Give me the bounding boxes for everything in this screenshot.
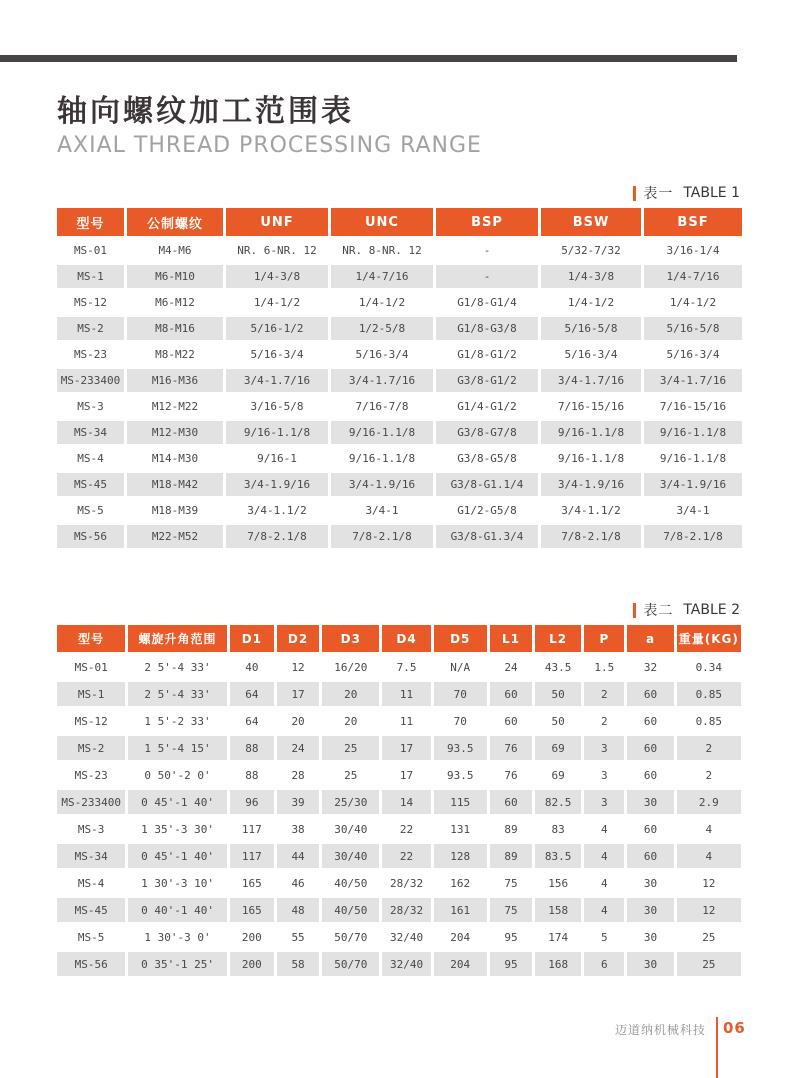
table-row: [57, 817, 741, 841]
table-cell: 4: [584, 817, 624, 841]
table-cell: 89: [490, 844, 532, 868]
table-cell: 82.5: [535, 790, 581, 814]
table-cell: 1/4-1/2: [226, 291, 328, 314]
table-cell: 1/4-1/2: [644, 291, 742, 314]
title-block: [57, 94, 482, 158]
table-cell: 28: [277, 763, 319, 787]
table-cell: 9/16-1.1/8: [331, 421, 433, 444]
dimensions-table: [54, 622, 744, 979]
table-cell: 60: [627, 844, 673, 868]
table-cell: 30: [627, 871, 673, 895]
table-cell: M16-M36: [127, 369, 223, 392]
table-cell: 64: [230, 682, 274, 706]
column-header: 螺旋升角范围: [128, 625, 226, 652]
table-cell: 24: [277, 736, 319, 760]
table-cell: 28/32: [382, 898, 430, 922]
table-row: [57, 317, 742, 340]
table-cell: 17: [382, 736, 430, 760]
table-cell: 93.5: [434, 736, 487, 760]
table-cell: 5/16-5/8: [644, 317, 742, 340]
table-cell: 5/16-3/4: [541, 343, 641, 366]
table-cell: 3/4-1.1/2: [541, 499, 641, 522]
table-row: [57, 395, 742, 418]
table-cell: 60: [627, 736, 673, 760]
table-cell: -: [436, 239, 538, 262]
table-cell: 0.34: [677, 655, 741, 679]
table-cell: 30: [627, 790, 673, 814]
table-cell: 22: [382, 817, 430, 841]
table-cell: MS-1: [57, 265, 124, 288]
table-cell: 12: [677, 871, 741, 895]
page-title: 轴向螺纹加工范围表: [57, 94, 354, 129]
table-cell: 1 5'-4 15': [128, 736, 226, 760]
table-cell: 2: [584, 709, 624, 733]
table-cell: 3: [584, 790, 624, 814]
column-header: a: [627, 625, 673, 652]
table-cell: 200: [230, 925, 274, 949]
table-cell: 50/70: [322, 925, 379, 949]
table-cell: 7/8-2.1/8: [644, 525, 742, 548]
table-cell: 165: [230, 871, 274, 895]
table-row: [57, 925, 741, 949]
table-cell: 204: [434, 952, 487, 976]
table-cell: MS-45: [57, 898, 125, 922]
accent-tick-icon: [633, 603, 636, 618]
table-row: [57, 473, 742, 496]
table-cell: MS-2: [57, 736, 125, 760]
table-cell: G3/8-G5/8: [436, 447, 538, 470]
table-row: [57, 655, 741, 679]
table-cell: 11: [382, 709, 430, 733]
table-cell: 11: [382, 682, 430, 706]
table-cell: G3/8-G1.1/4: [436, 473, 538, 496]
table-cell: 0 45'-1 40': [128, 844, 226, 868]
footer-page-number: 06: [723, 1019, 746, 1037]
table-cell: 9/16-1.1/8: [226, 421, 328, 444]
table-cell: 165: [230, 898, 274, 922]
table-cell: 1/4-3/8: [226, 265, 328, 288]
table-cell: 32/40: [382, 952, 430, 976]
table-cell: NR. 6-NR. 12: [226, 239, 328, 262]
table-cell: 14: [382, 790, 430, 814]
table-cell: 24: [490, 655, 532, 679]
table-cell: 4: [584, 898, 624, 922]
table-cell: MS-3: [57, 395, 124, 418]
table-cell: 131: [434, 817, 487, 841]
table-cell: 88: [230, 763, 274, 787]
table-cell: 39: [277, 790, 319, 814]
table-cell: 25: [322, 736, 379, 760]
table-cell: 9/16-1.1/8: [644, 421, 742, 444]
table-cell: 50/70: [322, 952, 379, 976]
table-cell: G3/8-G1.3/4: [436, 525, 538, 548]
table-cell: 158: [535, 898, 581, 922]
table-row: [57, 952, 741, 976]
table-cell: 117: [230, 817, 274, 841]
table-row: [57, 369, 742, 392]
table-cell: MS-233400: [57, 369, 124, 392]
table-cell: 5/32-7/32: [541, 239, 641, 262]
table-cell: 28/32: [382, 871, 430, 895]
table-cell: 20: [322, 682, 379, 706]
table-cell: 60: [627, 817, 673, 841]
table-cell: MS-56: [57, 525, 124, 548]
table-cell: MS-4: [57, 871, 125, 895]
table-cell: 17: [277, 682, 319, 706]
table-cell: 156: [535, 871, 581, 895]
column-header: D4: [382, 625, 430, 652]
table-row: [57, 291, 742, 314]
table-cell: 0 45'-1 40': [128, 790, 226, 814]
table-cell: 1/4-1/2: [541, 291, 641, 314]
table-cell: 1/2-5/8: [331, 317, 433, 340]
table-cell: 168: [535, 952, 581, 976]
table-cell: MS-5: [57, 499, 124, 522]
table-cell: 1 30'-3 0': [128, 925, 226, 949]
table-cell: 3/4-1: [644, 499, 742, 522]
table-cell: 16/20: [322, 655, 379, 679]
table-cell: 60: [490, 682, 532, 706]
table-cell: 9/16-1: [226, 447, 328, 470]
table-cell: MS-34: [57, 844, 125, 868]
table-cell: 25: [677, 925, 741, 949]
table-row: [57, 790, 741, 814]
table-cell: 40: [230, 655, 274, 679]
table-cell: 75: [490, 871, 532, 895]
table-cell: M6-M12: [127, 291, 223, 314]
header-row: [57, 625, 741, 652]
table-cell: 7/8-2.1/8: [331, 525, 433, 548]
table-row: [57, 239, 742, 262]
table-cell: G1/8-G1/4: [436, 291, 538, 314]
table-cell: 76: [490, 763, 532, 787]
table-cell: 55: [277, 925, 319, 949]
table-cell: 5/16-3/4: [644, 343, 742, 366]
table-cell: 83: [535, 817, 581, 841]
table-cell: 96: [230, 790, 274, 814]
table-cell: 1/4-1/2: [331, 291, 433, 314]
table-cell: 1 5'-2 33': [128, 709, 226, 733]
table-cell: 4: [677, 844, 741, 868]
dimensions-table-head: [57, 625, 741, 652]
table-row: [57, 421, 742, 444]
table-cell: 46: [277, 871, 319, 895]
table-cell: G3/8-G1/2: [436, 369, 538, 392]
table-cell: 128: [434, 844, 487, 868]
thread-range-table-head: [57, 208, 742, 236]
table-cell: 1/4-7/16: [331, 265, 433, 288]
table-cell: 20: [277, 709, 319, 733]
table-cell: 1 30'-3 10': [128, 871, 226, 895]
table-cell: 0.85: [677, 682, 741, 706]
table-row: [57, 499, 742, 522]
table-cell: 6: [584, 952, 624, 976]
table-cell: M18-M39: [127, 499, 223, 522]
table-cell: 9/16-1.1/8: [541, 447, 641, 470]
table-cell: 0 50'-2 0': [128, 763, 226, 787]
table-cell: 5: [584, 925, 624, 949]
table-cell: MS-5: [57, 925, 125, 949]
table-cell: 9/16-1.1/8: [644, 447, 742, 470]
table-cell: MS-12: [57, 291, 124, 314]
table-cell: 3/16-5/8: [226, 395, 328, 418]
table-cell: 4: [584, 871, 624, 895]
table-cell: 95: [490, 925, 532, 949]
table-cell: 2 5'-4 33': [128, 682, 226, 706]
table-cell: 5/16-3/4: [331, 343, 433, 366]
table-cell: 7/16-7/8: [331, 395, 433, 418]
column-header: UNC: [331, 208, 433, 236]
table-cell: 30/40: [322, 817, 379, 841]
table-cell: 30: [627, 952, 673, 976]
table-cell: MS-23: [57, 763, 125, 787]
table-cell: 25: [677, 952, 741, 976]
table-cell: 75: [490, 898, 532, 922]
table-cell: 69: [535, 736, 581, 760]
table-cell: 204: [434, 925, 487, 949]
table-cell: 58: [277, 952, 319, 976]
table-cell: 5/16-3/4: [226, 343, 328, 366]
table-cell: 32: [627, 655, 673, 679]
table-cell: 0.85: [677, 709, 741, 733]
table-cell: 3/4-1.9/16: [226, 473, 328, 496]
table-cell: 32/40: [382, 925, 430, 949]
table-cell: M6-M10: [127, 265, 223, 288]
table-cell: 38: [277, 817, 319, 841]
accent-tick-icon: [633, 186, 636, 201]
table-cell: 69: [535, 763, 581, 787]
table-cell: 1/4-3/8: [541, 265, 641, 288]
table-cell: 60: [627, 709, 673, 733]
table-cell: 40/50: [322, 898, 379, 922]
table-cell: 115: [434, 790, 487, 814]
column-header: D5: [434, 625, 487, 652]
table1-caption-en: TABLE 1: [683, 185, 740, 201]
table-cell: 117: [230, 844, 274, 868]
table1-caption-zh: 表一: [643, 186, 674, 202]
table-cell: 162: [434, 871, 487, 895]
column-header: 型号: [57, 208, 124, 236]
dimensions-table-body: [57, 655, 741, 976]
table-cell: -: [436, 265, 538, 288]
table-row: [57, 709, 741, 733]
table-cell: 3/4-1.7/16: [644, 369, 742, 392]
table-cell: MS-56: [57, 952, 125, 976]
table-row: [57, 525, 742, 548]
table-cell: 2: [677, 763, 741, 787]
table-cell: 50: [535, 682, 581, 706]
table-row: [57, 447, 742, 470]
table1-caption: [633, 183, 740, 203]
table-cell: 9/16-1.1/8: [331, 447, 433, 470]
table-cell: 64: [230, 709, 274, 733]
table-cell: 3/4-1.9/16: [644, 473, 742, 496]
table-cell: 2.9: [677, 790, 741, 814]
table-cell: 3/4-1.7/16: [541, 369, 641, 392]
table-cell: 60: [627, 763, 673, 787]
table-cell: M12-M30: [127, 421, 223, 444]
table-cell: 17: [382, 763, 430, 787]
table-cell: MS-1: [57, 682, 125, 706]
table-cell: G1/2-G5/8: [436, 499, 538, 522]
table-cell: M8-M22: [127, 343, 223, 366]
table-cell: 88: [230, 736, 274, 760]
table-cell: 44: [277, 844, 319, 868]
column-header: L2: [535, 625, 581, 652]
thread-range-table-body: [57, 239, 742, 548]
column-header: L1: [490, 625, 532, 652]
table-cell: MS-45: [57, 473, 124, 496]
thread-range-table: [54, 205, 745, 551]
column-header: D1: [230, 625, 274, 652]
table-cell: G1/8-G1/2: [436, 343, 538, 366]
column-header: BSP: [436, 208, 538, 236]
table-row: [57, 844, 741, 868]
table-cell: MS-23: [57, 343, 124, 366]
table-cell: 3/4-1.9/16: [331, 473, 433, 496]
table-cell: MS-12: [57, 709, 125, 733]
table-cell: M22-M52: [127, 525, 223, 548]
table-row: [57, 871, 741, 895]
table-cell: 2: [584, 682, 624, 706]
table-cell: 3/4-1.7/16: [226, 369, 328, 392]
table2-caption: [633, 600, 740, 620]
table-cell: G1/4-G1/2: [436, 395, 538, 418]
table-cell: 60: [627, 682, 673, 706]
table-cell: 5/16-1/2: [226, 317, 328, 340]
table-cell: M18-M42: [127, 473, 223, 496]
page-subtitle: AXIAL THREAD PROCESSING RANGE: [57, 133, 482, 158]
table-cell: 3/4-1.1/2: [226, 499, 328, 522]
table-cell: 22: [382, 844, 430, 868]
table-cell: M12-M22: [127, 395, 223, 418]
table-cell: 0 40'-1 40': [128, 898, 226, 922]
table-cell: 7.5: [382, 655, 430, 679]
table-cell: 200: [230, 952, 274, 976]
table-cell: 7/16-15/16: [541, 395, 641, 418]
table-cell: NR. 8-NR. 12: [331, 239, 433, 262]
table-cell: MS-4: [57, 447, 124, 470]
table-cell: MS-34: [57, 421, 124, 444]
table-cell: 60: [490, 709, 532, 733]
table-cell: 70: [434, 709, 487, 733]
table-cell: 76: [490, 736, 532, 760]
header-row: [57, 208, 742, 236]
table-cell: 3/4-1.9/16: [541, 473, 641, 496]
table-cell: 7/16-15/16: [644, 395, 742, 418]
table-cell: 161: [434, 898, 487, 922]
table-row: [57, 682, 741, 706]
table-cell: 3: [584, 736, 624, 760]
footer-divider-line: [716, 1017, 718, 1078]
table-cell: G1/8-G3/8: [436, 317, 538, 340]
table-cell: 93.5: [434, 763, 487, 787]
column-header: P: [584, 625, 624, 652]
table-cell: 7/8-2.1/8: [541, 525, 641, 548]
table-cell: 2: [677, 736, 741, 760]
table-cell: 25/30: [322, 790, 379, 814]
table-row: [57, 736, 741, 760]
column-header: 型号: [57, 625, 125, 652]
table-cell: 4: [677, 817, 741, 841]
table-cell: 89: [490, 817, 532, 841]
table-cell: 7/8-2.1/8: [226, 525, 328, 548]
table-cell: 0 35'-1 25': [128, 952, 226, 976]
table-cell: 9/16-1.1/8: [541, 421, 641, 444]
table-cell: M14-M30: [127, 447, 223, 470]
table-cell: 48: [277, 898, 319, 922]
table-cell: 60: [490, 790, 532, 814]
table-row: [57, 763, 741, 787]
table2-caption-zh: 表二: [643, 603, 674, 619]
table-cell: MS-01: [57, 655, 125, 679]
table-cell: 20: [322, 709, 379, 733]
table-cell: 25: [322, 763, 379, 787]
table-cell: 30: [627, 925, 673, 949]
table-cell: 70: [434, 682, 487, 706]
table-cell: 50: [535, 709, 581, 733]
column-header: UNF: [226, 208, 328, 236]
column-header: 重量(KG): [677, 625, 741, 652]
table-cell: 2 5'-4 33': [128, 655, 226, 679]
column-header: BSF: [644, 208, 742, 236]
table-row: [57, 343, 742, 366]
table-cell: 83.5: [535, 844, 581, 868]
table-cell: 30: [627, 898, 673, 922]
table-cell: MS-2: [57, 317, 124, 340]
table2-caption-en: TABLE 2: [683, 602, 740, 618]
table-cell: 1/4-7/16: [644, 265, 742, 288]
table-cell: 3/4-1.7/16: [331, 369, 433, 392]
table-cell: 95: [490, 952, 532, 976]
table-cell: MS-3: [57, 817, 125, 841]
table-cell: N/A: [434, 655, 487, 679]
table-cell: M4-M6: [127, 239, 223, 262]
column-header: D2: [277, 625, 319, 652]
table-cell: 12: [277, 655, 319, 679]
table-cell: 4: [584, 844, 624, 868]
column-header: 公制螺纹: [127, 208, 223, 236]
table-cell: 43.5: [535, 655, 581, 679]
column-header: D3: [322, 625, 379, 652]
table-cell: MS-01: [57, 239, 124, 262]
table-cell: 3: [584, 763, 624, 787]
table-cell: 12: [677, 898, 741, 922]
table-cell: 3/4-1: [331, 499, 433, 522]
table-row: [57, 265, 742, 288]
table-cell: 30/40: [322, 844, 379, 868]
footer-company-name: 迈道纳机械科技: [614, 1023, 706, 1037]
table-row: [57, 898, 741, 922]
table-cell: MS-233400: [57, 790, 125, 814]
table-cell: 174: [535, 925, 581, 949]
column-header: BSW: [541, 208, 641, 236]
table-cell: 1.5: [584, 655, 624, 679]
table-cell: 40/50: [322, 871, 379, 895]
table-cell: G3/8-G7/8: [436, 421, 538, 444]
table-cell: M8-M16: [127, 317, 223, 340]
table-cell: 1 35'-3 30': [128, 817, 226, 841]
table-cell: 5/16-5/8: [541, 317, 641, 340]
table-cell: 3/16-1/4: [644, 239, 742, 262]
top-divider-bar: [0, 55, 737, 62]
